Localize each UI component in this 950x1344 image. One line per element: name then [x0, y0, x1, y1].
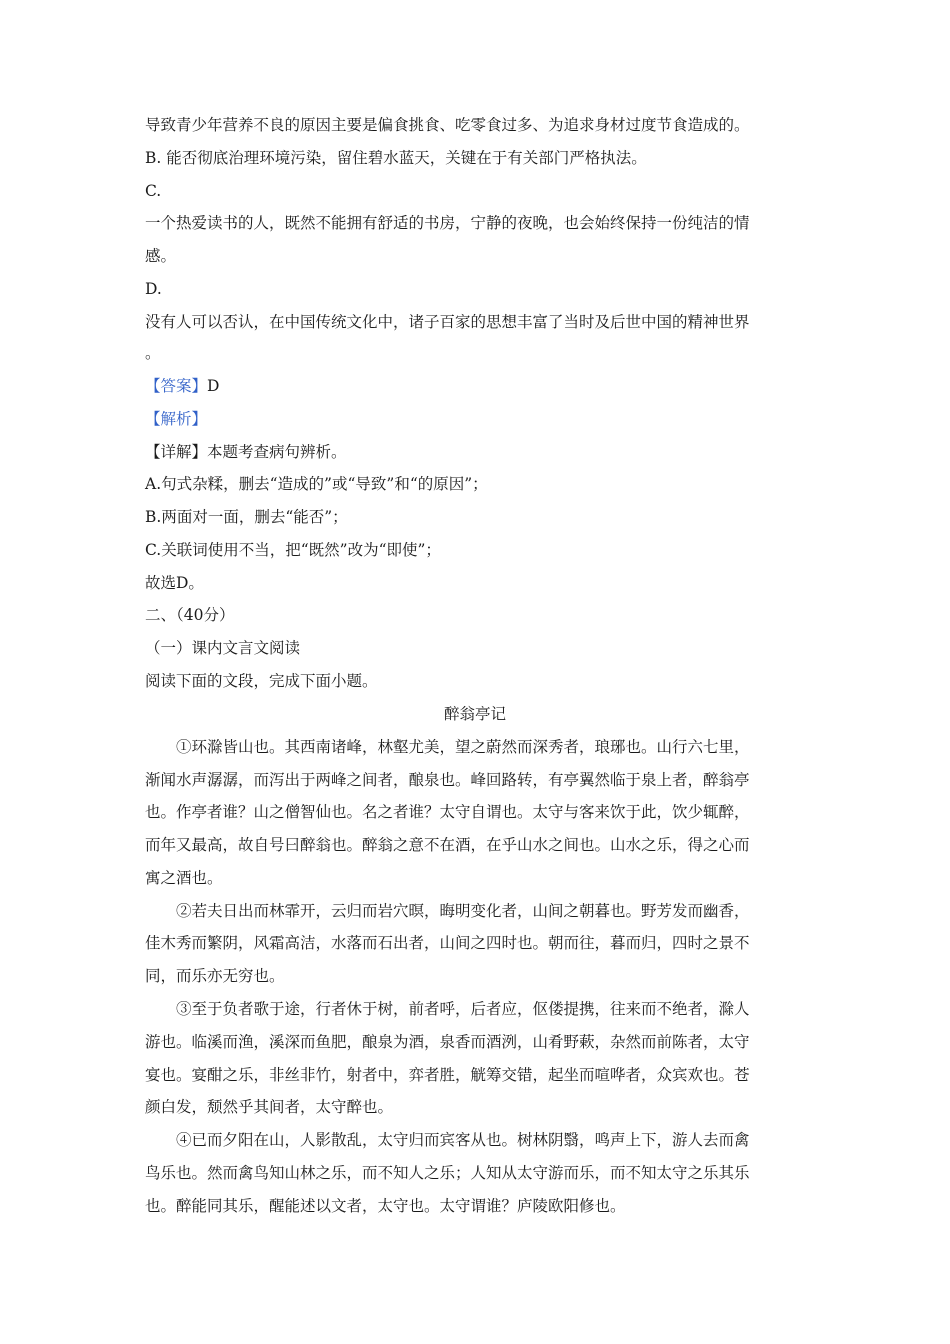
essay-paragraph-4-line: ④已而夕阳在山，人影散乱，太守归而宾客从也。树林阴翳，鸣声上下，游人去而禽 [176, 1131, 750, 1149]
question-a-tail: 导致青少年营养不良的原因主要是偏食挑食、吃零食过多、为追求身材过度节食造成的。 [145, 116, 750, 134]
essay-paragraph-1-line: 寓之酒也。 [145, 869, 223, 887]
analysis-tag: 【解析】 [145, 410, 208, 428]
essay-paragraph-3-line: 游也。临溪而渔，溪深而鱼肥，酿泉为酒，泉香而酒洌，山肴野蔌，杂然而前陈者，太守 [145, 1033, 750, 1051]
option-c-label: C. [145, 182, 162, 200]
essay-title: 醉翁亭记 [443, 705, 506, 723]
option-d-text: 没有人可以否认，在中国传统文化中，诸子百家的思想丰富了当时及后世中国的精神世界 [145, 313, 750, 331]
essay-paragraph-1-line: 而年又最高，故自号曰醉翁也。醉翁之意不在酒，在乎山水之间也。山水之乐，得之心而 [145, 836, 750, 854]
option-d-text-cont: 。 [145, 344, 161, 362]
essay-paragraph-4-line: 也。醉能同其乐，醒能述以文者，太守也。太守谓谁？庐陵欧阳修也。 [145, 1197, 626, 1215]
instruction: 阅读下面的文段，完成下面小题。 [145, 672, 378, 690]
explain-c: C.关联词使用不当，把“既然”改为“即使”； [145, 541, 441, 559]
explain-a: A.句式杂糅，删去“造成的”或“导致”和“的原因”； [145, 475, 488, 493]
option-c-text-cont: 感。 [145, 247, 177, 265]
essay-paragraph-2-line: 同，而乐亦无穷也。 [145, 967, 285, 985]
essay-paragraph-2-line: ②若夫日出而林霏开，云归而岩穴暝，晦明变化者，山间之朝暮也。野芳发而幽香， [176, 902, 750, 920]
answer-tag: 【答案】 [145, 377, 208, 395]
essay-paragraph-4-line: 鸟乐也。然而禽鸟知山林之乐，而不知人之乐；人知从太守游而乐，而不知太守之乐其乐 [145, 1164, 750, 1182]
essay-paragraph-1-line: 也。作亭者谁？山之僧智仙也。名之者谁？太守自谓也。太守与客来饮于此，饮少辄醉， [145, 803, 750, 821]
subsection-heading: （一）课内文言文阅读 [145, 639, 301, 657]
option-c-text: 一个热爱读书的人，既然不能拥有舒适的书房，宁静的夜晚，也会始终保持一份纯洁的情 [145, 214, 750, 232]
essay-paragraph-3-line: ③至于负者歌于途，行者休于树，前者呼，后者应，伛偻提携，往来而不绝者，滁人 [176, 1000, 750, 1018]
essay-paragraph-3-line: 宴也。宴酣之乐，非丝非竹，射者中，弈者胜，觥筹交错，起坐而喧哗者，众宾欢也。苍 [145, 1066, 750, 1084]
essay-paragraph-2-line: 佳木秀而繁阴，风霜高洁，水落而石出者，山间之四时也。朝而往，暮而归，四时之景不 [145, 934, 750, 952]
option-d-label: D. [145, 280, 162, 298]
answer-value: D [207, 377, 220, 395]
answer-line [145, 375, 815, 397]
conclusion: 故选D。 [145, 574, 204, 592]
option-b: B. 能否彻底治理环境污染，留住碧水蓝天，关键在于有关部门严格执法。 [145, 149, 647, 167]
explain-b: B.两面对一面，删去“能否”； [145, 508, 348, 526]
essay-paragraph-1-line: ①环滁皆山也。其西南诸峰，林壑尤美，望之蔚然而深秀者，琅琊也。山行六七里， [176, 738, 750, 756]
essay-paragraph-1-line: 渐闻水声潺潺，而泻出于两峰之间者，酿泉也。峰回路转，有亭翼然临于泉上者，醉翁亭 [145, 771, 750, 789]
detail-line: 【详解】本题考查病句辨析。 [145, 443, 347, 461]
essay-paragraph-3-line: 颜白发，颓然乎其间者，太守醉也。 [145, 1098, 394, 1116]
section-heading: 二、（40分） [145, 606, 235, 624]
